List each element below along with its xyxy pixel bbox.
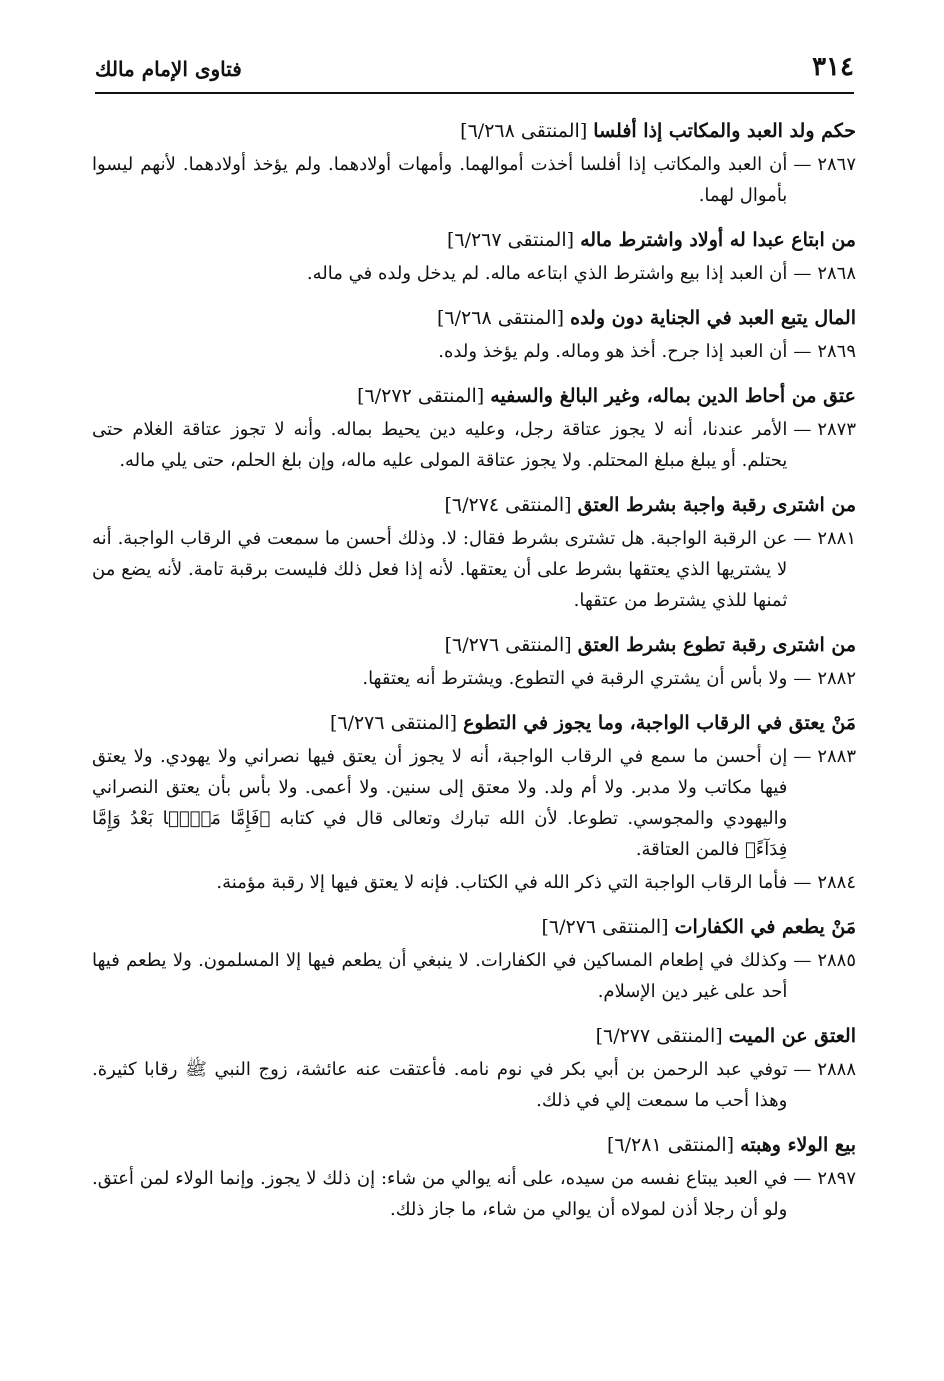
section-heading: [92, 381, 856, 411]
entry-text: ولا بأس أن يشتري الرقبة في التطوع. ويشترط أنه يعتقها.: [362, 668, 788, 689]
entry-text: أن العبد والمكاتب إذا أفلسا أخذت أموالهما. وأمهات أولادهما. ولم يؤخذ أولادهما. لأنهم ليسوا بأموال لهما.: [92, 154, 788, 206]
book-title: فتاوى الإمام مالك: [95, 57, 242, 81]
section-reference: [المنتقى ٦/٢٧٦]: [329, 712, 458, 734]
entry-dash: —: [793, 950, 812, 971]
fatwa-section: [92, 1130, 856, 1225]
entry-text: إن أحسن ما سمع في الرقاب الواجبة، أنه لا يجوز أن يعتق فيها نصراني ولا يهودي. ولا يعتق فيها مكاتب ولا مدبر. ولا أم ولد. ولا معتق إلى سنين. ولا أعمى. ولا بأس بأن يعتق النصراني واليهودي والمجوسي. تطوعا. لأن الله تبارك وتعالى قال في كتابه ﴿فَإِمَّا مَنًّۢا بَعْدُ وَإِمَّا فِدَآءً﴾ فالمن العتاقة.: [92, 746, 788, 860]
section-reference: [المنتقى ٦/٢٧٤]: [444, 494, 572, 516]
section-title: مَنْ يطعم في الكفارات: [674, 916, 856, 938]
entry-dash: —: [793, 154, 812, 175]
fatwa-entry: [92, 523, 856, 616]
section-reference: [المنتقى ٦/٢٦٧]: [446, 229, 575, 251]
section-title: من اشترى رقبة واجبة بشرط العتق: [577, 494, 856, 516]
entry-number: ٢٨٨٥: [817, 950, 856, 971]
section-heading: [92, 630, 856, 660]
section-reference: [المنتقى ٦/٢٧٦]: [444, 634, 572, 656]
page-number: ٣١٤: [812, 52, 854, 82]
fatwa-entry: [92, 1054, 856, 1116]
section-reference: [المنتقى ٦/٢٧٦]: [541, 916, 669, 938]
fatwa-entry: [92, 945, 856, 1007]
section-heading: [92, 116, 856, 146]
section-title: من اشترى رقبة تطوع بشرط العتق: [577, 634, 856, 656]
fatwa-entry: [92, 741, 856, 865]
section-reference: [المنتقى ٦/٢٨١]: [607, 1134, 735, 1156]
fatwa-entry: [92, 414, 856, 476]
entry-number: ٢٨٨٣: [817, 746, 856, 767]
section-title: عتق من أحاط الدين بماله، وغير البالغ والسفيه: [490, 385, 856, 407]
entry-dash: —: [793, 668, 812, 689]
fatwa-entry: [92, 336, 856, 367]
entry-number: ٢٨٦٨: [817, 263, 856, 284]
entry-dash: —: [793, 263, 812, 284]
section-title: مَنْ يعتق في الرقاب الواجبة، وما يجوز في التطوع: [463, 712, 856, 734]
entry-dash: —: [793, 746, 812, 767]
section-heading: [92, 490, 856, 520]
section-heading: [92, 1021, 856, 1051]
entry-number: ٢٨٦٧: [817, 154, 856, 175]
entry-text: أن العبد إذا بيع واشترط الذي ابتاعه ماله. لم يدخل ولده في ماله.: [306, 263, 788, 284]
entry-text: توفي عبد الرحمن بن أبي بكر في نوم نامه. فأعتقت عنه عائشة، زوج النبي ﷺ رقابا كثيرة. وهذا أحب ما سمعت إلي في ذلك.: [92, 1059, 788, 1111]
fatwa-section: [92, 708, 856, 898]
entry-text: وكذلك في إطعام المساكين في الكفارات. لا ينبغي أن يطعم فيها إلا المسلمون. ولا يطعم فيها أحد على غير دين الإسلام.: [92, 950, 788, 1002]
entry-text: في العبد يبتاع نفسه من سيده، على أنه يوالي من شاء: إن ذلك لا يجوز. وإنما الولاء لمن أعتق. ولو أن رجلا أذن لمولاه أن يوالي من شاء، ما جاز ذلك.: [92, 1168, 788, 1220]
section-reference: [المنتقى ٦/٢٦٨]: [460, 120, 588, 142]
entry-dash: —: [793, 419, 812, 440]
section-title: من ابتاع عبدا له أولاد واشترط ماله: [580, 229, 856, 251]
entry-number: ٢٨٨٢: [817, 668, 856, 689]
entry-number: ٢٨٧٣: [817, 419, 856, 440]
entry-dash: —: [793, 341, 812, 362]
entry-text: عن الرقبة الواجبة. هل تشترى بشرط فقال: لا. وذلك أحسن ما سمعت في الرقاب الواجبة. أنه لا يشتريها الذي يعتقها بشرط على أن يعتقها. لأنه إذا فعل ذلك فليست برقبة تامة. لأنه يضع من ثمنها للذي يشترط من عتقها.: [92, 528, 788, 611]
fatwa-section: [92, 1021, 856, 1116]
fatwa-entry: [92, 1163, 856, 1225]
fatwa-entry: [92, 149, 856, 211]
section-heading: [92, 303, 856, 333]
entry-dash: —: [793, 1059, 812, 1080]
fatwa-entry: [92, 258, 856, 289]
entry-text: أن العبد إذا جرح. أخذ هو وماله. ولم يؤخذ ولده.: [438, 341, 788, 362]
entry-text: فأما الرقاب الواجبة التي ذكر الله في الكتاب. فإنه لا يعتق فيها إلا رقبة مؤمنة.: [216, 872, 788, 893]
fatwa-section: [92, 912, 856, 1007]
section-title: بيع الولاء وهبته: [740, 1134, 856, 1156]
fatwa-section: [92, 490, 856, 616]
entry-number: ٢٨٨٨: [817, 1059, 856, 1080]
entry-number: ٢٨٦٩: [817, 341, 856, 362]
section-title: المال يتبع العبد في الجناية دون ولده: [570, 307, 856, 329]
entry-dash: —: [793, 528, 812, 549]
entry-dash: —: [793, 1168, 812, 1189]
fatwa-entry: [92, 663, 856, 694]
page-body: [92, 116, 856, 1239]
entry-number: ٢٨٨١: [817, 528, 856, 549]
section-reference: [المنتقى ٦/٢٧٢]: [357, 385, 485, 407]
fatwa-section: [92, 303, 856, 367]
entry-number: ٢٨٩٧: [817, 1168, 856, 1189]
section-heading: [92, 225, 856, 255]
section-title: العتق عن الميت: [728, 1025, 856, 1047]
fatwa-section: [92, 630, 856, 694]
fatwa-section: [92, 225, 856, 289]
fatwa-section: [92, 116, 856, 211]
section-reference: [المنتقى ٦/٢٧٧]: [595, 1025, 723, 1047]
page-header: [95, 50, 854, 94]
entry-text: الأمر عندنا، أنه لا يجوز عتاقة رجل، وعليه دين يحيط بماله. وأنه لا تجوز عتاقة الغلام حتى يحتلم. أو يبلغ مبلغ المحتلم. ولا يجوز عتاقة المولى عليه ماله، وإن بلغ الحلم، حتى يلي ماله.: [92, 419, 788, 471]
entry-number: ٢٨٨٤: [817, 872, 856, 893]
section-title: حكم ولد العبد والمكاتب إذا أفلسا: [593, 120, 856, 142]
fatwa-section: [92, 381, 856, 476]
fatwa-entry: [92, 867, 856, 898]
section-heading: [92, 912, 856, 942]
section-reference: [المنتقى ٦/٢٦٨]: [437, 307, 565, 329]
entry-dash: —: [793, 872, 812, 893]
section-heading: [92, 708, 856, 738]
section-heading: [92, 1130, 856, 1160]
